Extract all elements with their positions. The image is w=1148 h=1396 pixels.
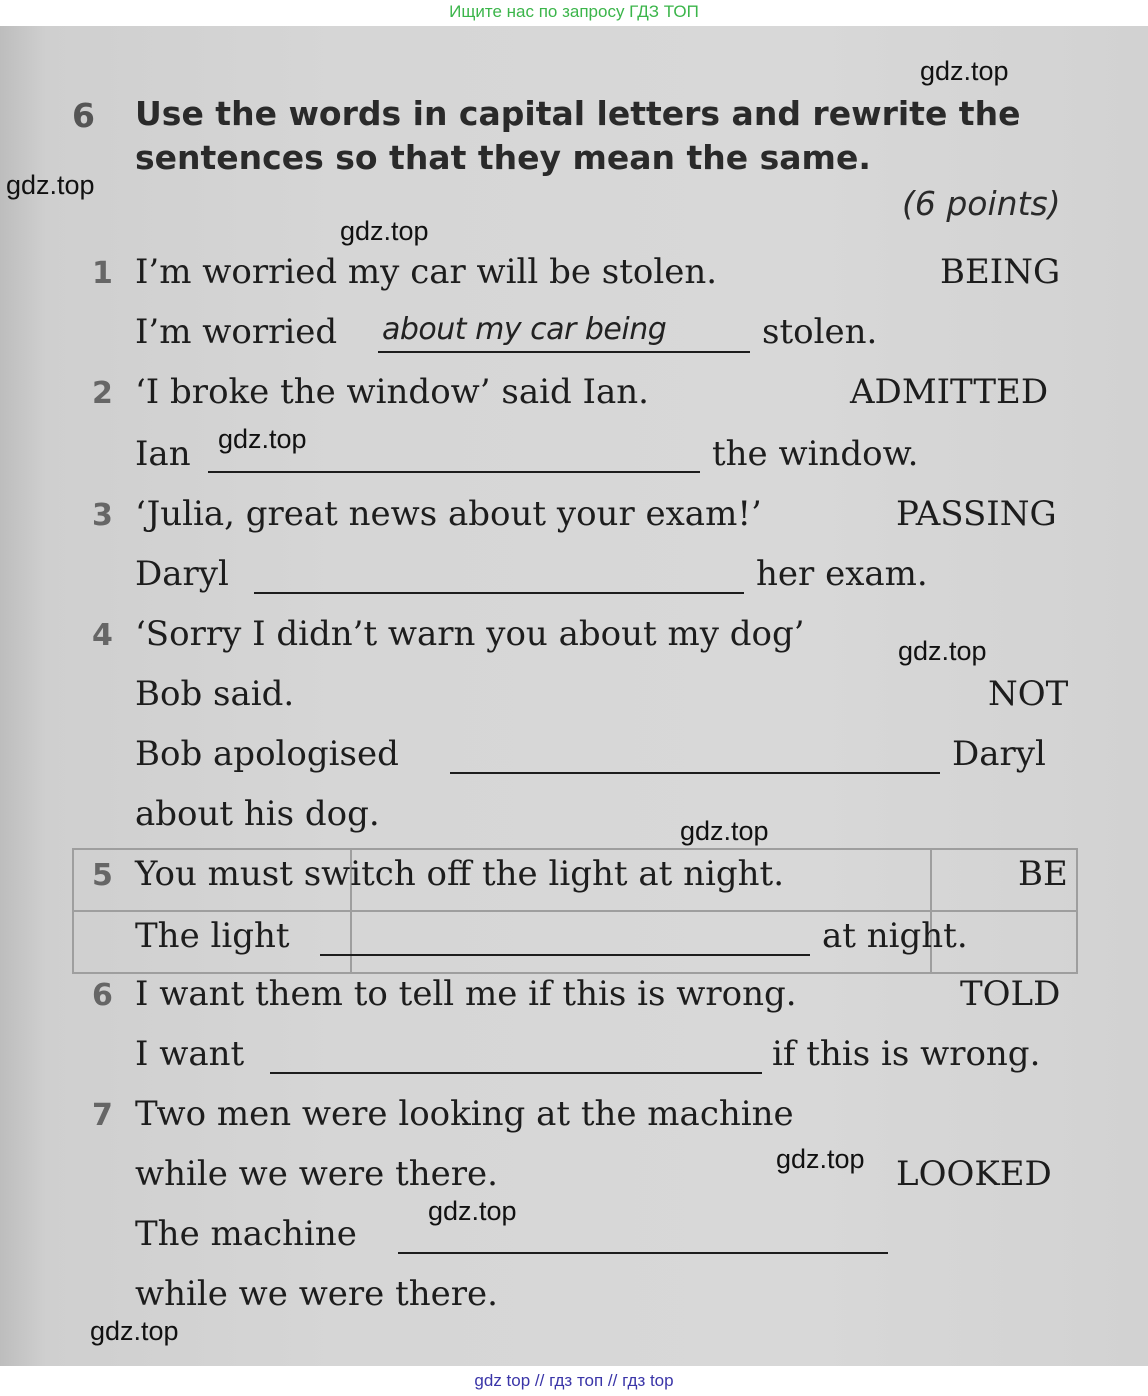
answer-blank[interactable]	[270, 1072, 762, 1074]
item-keyword: BE	[1018, 854, 1068, 894]
table-border-middle	[72, 910, 1078, 912]
watermark: gdz.top	[218, 424, 307, 454]
item-rewrite-start: Daryl	[135, 554, 229, 594]
bottom-banner[interactable]: gdz top // гдз топ // гдз top	[0, 1366, 1148, 1396]
table-border-right	[1076, 848, 1078, 974]
item-keyword: TOLD	[960, 974, 1061, 1014]
instruction-line-2: sentences so that they mean the same.	[135, 138, 871, 177]
item-rewrite-end: the window.	[712, 434, 919, 474]
item-number: 5	[92, 858, 113, 893]
item-sentence: I’m worried my car will be stolen.	[135, 252, 718, 292]
table-border-top	[72, 848, 1078, 850]
answer-blank[interactable]	[254, 592, 744, 594]
item-rewrite-end: if this is wrong.	[772, 1034, 1041, 1074]
item-sentence: ‘I broke the window’ said Ian.	[135, 372, 649, 412]
top-banner[interactable]: Ищите нас по запросу ГДЗ ТОП	[0, 0, 1148, 26]
item-sentence: ‘Julia, great news about your exam!’	[135, 494, 762, 534]
handwritten-answer: about my car being	[382, 312, 667, 347]
item-keyword: BEING	[940, 252, 1061, 292]
item-rewrite-start: Ian	[135, 434, 191, 474]
item-number: 6	[92, 978, 113, 1013]
item-keyword: PASSING	[896, 494, 1057, 534]
item-rewrite-end: her exam.	[756, 554, 928, 594]
item-number: 3	[92, 498, 113, 533]
watermark: gdz.top	[680, 816, 769, 846]
item-sentence: ‘Sorry I didn’t warn you about my dog’	[135, 614, 805, 654]
answer-blank[interactable]	[208, 471, 700, 473]
watermark: gdz.top	[6, 170, 95, 200]
item-keyword: NOT	[988, 674, 1069, 714]
item-number: 2	[92, 376, 113, 411]
textbook-page	[0, 26, 1148, 1366]
item-number: 7	[92, 1098, 113, 1133]
watermark: gdz.top	[428, 1196, 517, 1226]
item-rewrite-start: The machine	[135, 1214, 357, 1254]
answer-blank[interactable]	[450, 772, 940, 774]
item-keyword: LOOKED	[896, 1154, 1052, 1194]
item-rewrite-start: The light	[135, 916, 290, 956]
answer-blank[interactable]	[398, 1252, 888, 1254]
item-rewrite-cont: while we were there.	[135, 1274, 498, 1314]
points: (6 points)	[902, 184, 1061, 223]
item-sentence: You must switch off the light at night.	[135, 854, 785, 894]
item-rewrite-end: stolen.	[762, 312, 878, 352]
item-rewrite-start: I want	[135, 1034, 245, 1074]
item-number: 4	[92, 618, 113, 653]
watermark: gdz.top	[776, 1144, 865, 1174]
item-rewrite-end: at night.	[822, 916, 968, 956]
item-rewrite-start: I’m worried	[135, 312, 338, 352]
watermark: gdz.top	[898, 636, 987, 666]
item-rewrite-end: Daryl	[952, 734, 1046, 774]
item-sentence: Two men were looking at the machine	[135, 1094, 794, 1134]
watermark: gdz.top	[340, 216, 429, 246]
instruction-line-1: Use the words in capital letters and rewrite the	[135, 94, 1021, 133]
item-sentence-cont: Bob said.	[135, 674, 295, 714]
table-border-left	[72, 848, 74, 974]
item-sentence-cont: while we were there.	[135, 1154, 498, 1194]
item-rewrite-cont: about his dog.	[135, 794, 380, 834]
item-number: 1	[92, 256, 113, 291]
answer-blank[interactable]	[320, 954, 810, 956]
item-sentence: I want them to tell me if this is wrong.	[135, 974, 797, 1014]
watermark: gdz.top	[920, 56, 1009, 86]
item-rewrite-start: Bob apologised	[135, 734, 399, 774]
item-keyword: ADMITTED	[850, 372, 1049, 412]
exercise-number: 6	[72, 96, 95, 135]
watermark: gdz.top	[90, 1316, 179, 1346]
answer-blank[interactable]	[378, 351, 750, 353]
